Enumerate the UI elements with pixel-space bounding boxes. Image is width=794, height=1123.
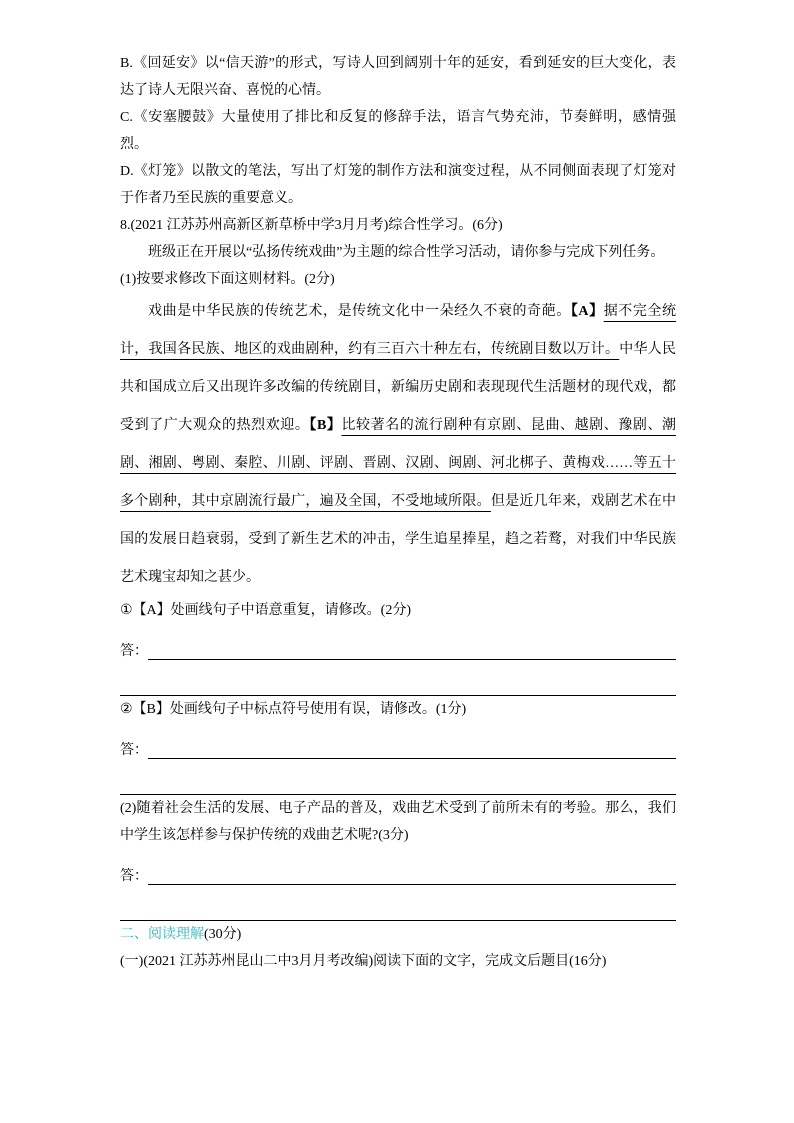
material-segment: 戏曲是中华民族的传统艺术，是传统文化中一朵经久不衰的奇葩。: [148, 304, 571, 319]
material-paragraph: [120, 293, 676, 597]
subquestion-2: ②【B】处画线句子中标点符号使用有误，请修改。(1分): [120, 702, 467, 717]
option-c: C.《安塞腰鼓》大量使用了排比和反复的修辞手法，语言气势充沛，节奏鲜明，感情强烈。: [120, 110, 676, 152]
material-segment: 据不完全统计，我国各民族、地区的戏曲剧种，约有三百六十种左右，传统剧目数以万计。: [120, 304, 677, 357]
material-segment: 【A】: [570, 304, 604, 319]
section-2-score: (30分): [204, 927, 242, 942]
reading-1-heading: (一)(2021 江苏苏州昆山二中3月月考改编)阅读下面的文字，完成文后题目(16分): [120, 954, 607, 969]
material-segment: 中华人民共和国成立后又出现许多改编的传统剧目，新编历史剧和表现现代生活题材的现代戏，都受到了广大观众的热烈欢迎。: [120, 342, 677, 433]
answer-row-1: [120, 638, 676, 665]
task-2-prompt: (2)随着社会生活的发展、电子产品的普及，戏曲艺术受到了前所未有的考验。那么，我们中学生该怎样参与保护传统的戏曲艺术呢?(3分): [120, 801, 676, 843]
activity-intro: 班级正在开展以“弘扬传统戏曲”为主题的综合性学习活动，请你参与完成下列任务。: [148, 245, 665, 260]
material-segment: 【B】: [309, 418, 342, 433]
answer-row-2: [120, 737, 676, 764]
section-2-title: 二、阅读理解: [120, 927, 204, 942]
task-1-prompt: (1)按要求修改下面这则材料。(2分): [120, 272, 335, 287]
answer-row-3: [120, 863, 676, 890]
answer-label-2: 答：: [120, 743, 148, 758]
answer-label-3: 答：: [120, 869, 148, 884]
material-segment: 但是近几年来，戏剧艺术在中国的发展日趋衰弱，受到了新生艺术的冲击，学生追星捧星，趋之若鹜，对我们中华民族艺术瑰宝却知之甚少。: [120, 494, 677, 585]
material-segment: 比较著名的流行剧种有京剧、昆曲、越剧、豫剧、潮剧、湘剧、粤剧、秦腔、川剧、评剧、晋剧、汉剧、闽剧、河北梆子、黄梅戏……等五十多个剧种，其中京剧流行最广，遍及全国，不受地域所限。: [120, 418, 677, 509]
section-2-heading: [120, 921, 676, 948]
answer-blank-line-1a: [148, 638, 676, 660]
answer-blank-line-3a: [148, 863, 676, 885]
subquestion-1: ①【A】处画线句子中语意重复，请修改。(2分): [120, 603, 411, 618]
option-b: B.《回延安》以“信天游”的形式，写诗人回到阔别十年的延安，看到延安的巨大变化，表达了诗人无限兴奋、喜悦的心情。: [120, 56, 676, 98]
answer-label-1: 答：: [120, 644, 148, 659]
answer-blank-line-2a: [148, 737, 676, 759]
option-d: D.《灯笼》以散文的笔法，写出了灯笼的制作方法和演变过程，从不同侧面表现了灯笼对于作者乃至民族的重要意义。: [120, 164, 676, 206]
question-8-heading: 8.(2021 江苏苏州高新区新草桥中学3月月考)综合性学习。(6分): [120, 218, 503, 233]
